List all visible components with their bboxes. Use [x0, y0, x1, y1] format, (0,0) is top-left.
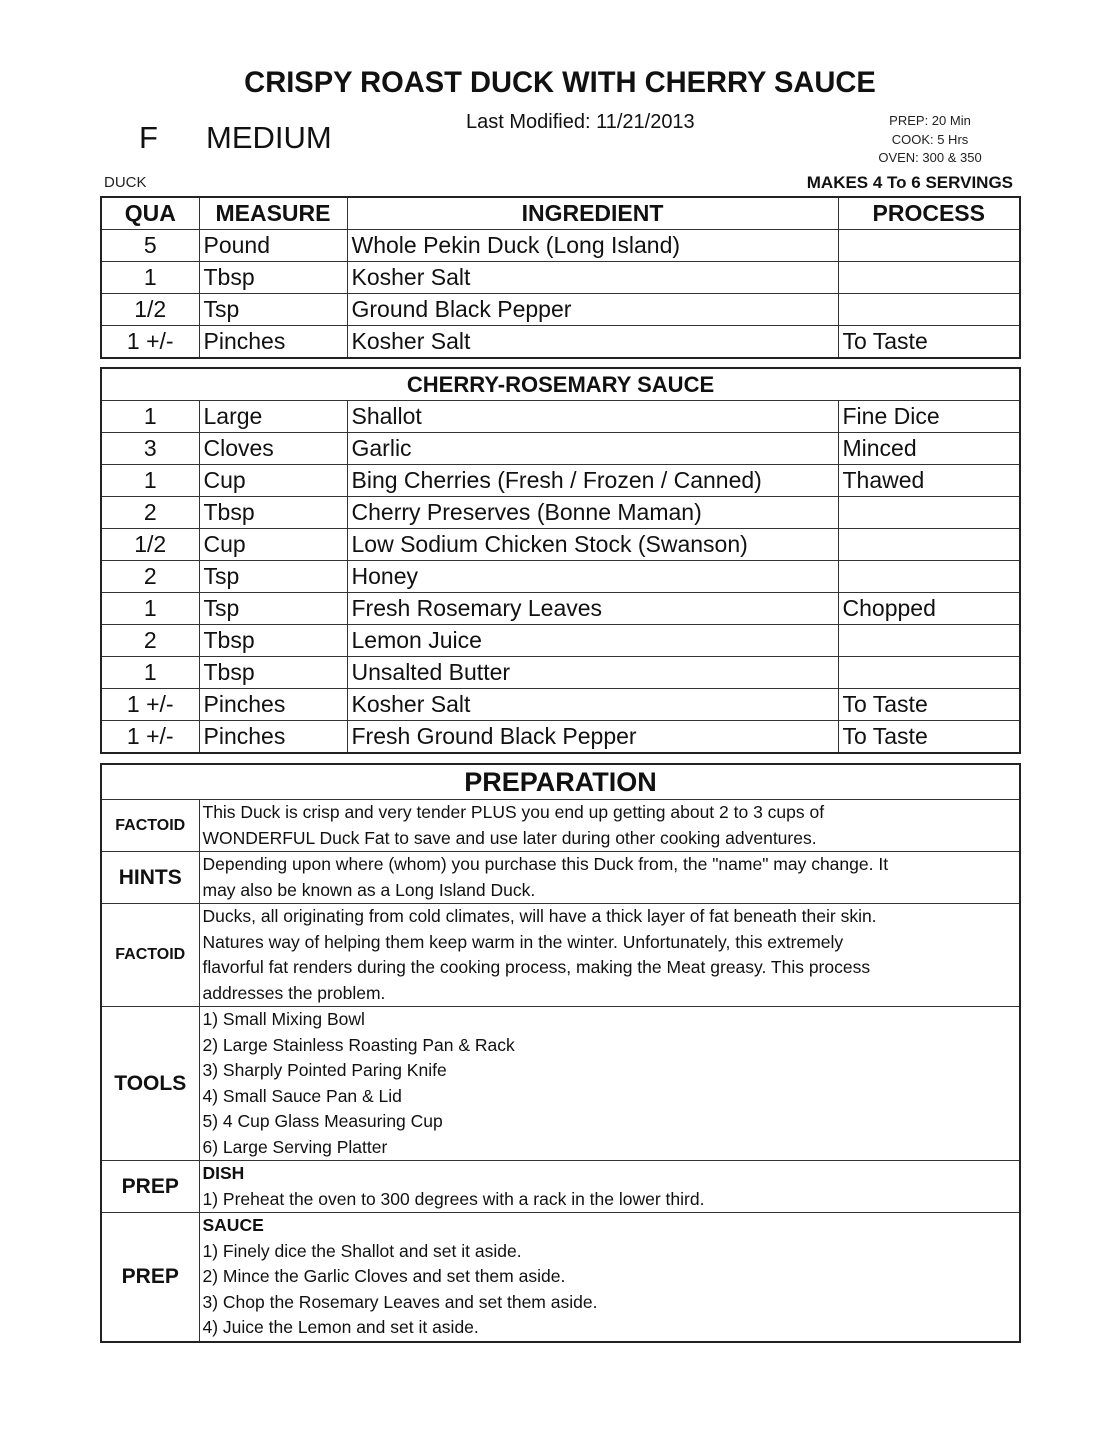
last-modified: Last Modified: 11/21/2013: [466, 111, 695, 133]
preparation-section: [101, 852, 1020, 904]
ingredient-row: [101, 294, 1020, 326]
ingredient-row: [101, 262, 1020, 294]
section-line: 3) Chop the Rosemary Leaves and set them aside.: [202, 1291, 598, 1312]
ingredient-process: Fine Dice: [838, 401, 1020, 433]
ingredient-measure: Tbsp: [199, 497, 347, 529]
section-line: 2) Large Stainless Roasting Pan & Rack: [202, 1034, 515, 1055]
section-line: This Duck is crisp and very tender PLUS you end up getting about 2 to 3 cups of: [202, 802, 825, 822]
preparation-header-row: [101, 764, 1020, 800]
ingredient-row: [101, 401, 1020, 433]
ingredient-quantity: 1 +/-: [101, 721, 199, 754]
ingredient-name: Cherry Preserves (Bonne Maman): [347, 497, 838, 529]
ingredient-measure: Pinches: [199, 721, 347, 754]
ingredient-process: Minced: [838, 433, 1020, 465]
ingredient-measure: Large: [199, 401, 347, 433]
recipe-category: DUCK: [104, 174, 147, 191]
ingredient-process: [838, 529, 1020, 561]
ingredient-process: To Taste: [838, 326, 1020, 359]
ingredient-name: Garlic: [347, 433, 838, 465]
section-label: TOOLS: [101, 1007, 199, 1161]
ingredient-measure: Cup: [199, 529, 347, 561]
ingredient-quantity: 1: [101, 657, 199, 689]
section-line: 4) Juice the Lemon and set it aside.: [202, 1317, 479, 1337]
ingredient-row: [101, 497, 1020, 529]
preparation-section: [101, 1213, 1020, 1342]
section-content: [199, 904, 1020, 1007]
section-line: 1) Finely dice the Shallot and set it aside.: [202, 1240, 522, 1261]
preparation-title: PREPARATION: [101, 764, 1020, 800]
ingredient-quantity: 1: [101, 593, 199, 625]
ingredient-row: [101, 625, 1020, 657]
preparation-section: [101, 1007, 1020, 1161]
ingredient-process: [838, 294, 1020, 326]
ingredient-quantity: 5: [101, 230, 199, 262]
ingredient-row: [101, 593, 1020, 625]
section-line: may also be known as a Long Island Duck.: [202, 879, 536, 900]
difficulty-level: MEDIUM: [206, 120, 332, 155]
ingredient-measure: Tbsp: [199, 657, 347, 689]
section-heading: DISH: [202, 1163, 245, 1183]
ingredient-name: Shallot: [347, 401, 838, 433]
section-content: [199, 1007, 1020, 1161]
section-line: Depending upon where (whom) you purchase this Duck from, the "name" may change. It: [202, 854, 889, 874]
ingredient-quantity: 1: [101, 401, 199, 433]
ingredient-name: Low Sodium Chicken Stock (Swanson): [347, 529, 838, 561]
column-header-ingredient: INGREDIENT: [347, 197, 838, 230]
column-header-qua: QUA: [101, 197, 199, 230]
section-line: WONDERFUL Duck Fat to save and use later during other cooking adventures.: [202, 827, 817, 848]
ingredient-name: Fresh Ground Black Pepper: [347, 721, 838, 754]
ingredient-name: Honey: [347, 561, 838, 593]
ingredient-process: Chopped: [838, 593, 1020, 625]
section-label: PREP: [101, 1213, 199, 1342]
ingredient-measure: Pinches: [199, 326, 347, 359]
section-content: [199, 852, 1020, 904]
section-line: 5) 4 Cup Glass Measuring Cup: [202, 1111, 443, 1131]
ingredient-quantity: 2: [101, 497, 199, 529]
ingredient-process: [838, 561, 1020, 593]
ingredient-measure: Tsp: [199, 561, 347, 593]
ingredient-name: Bing Cherries (Fresh / Frozen / Canned): [347, 465, 838, 497]
sauce-header-row: [101, 368, 1020, 401]
ingredient-quantity: 1: [101, 465, 199, 497]
ingredient-measure: Tsp: [199, 593, 347, 625]
sauce-title: CHERRY-ROSEMARY SAUCE: [101, 368, 1020, 401]
timing-info: [860, 112, 1000, 168]
section-line: 1) Preheat the oven to 300 degrees with a rack in the lower third.: [202, 1188, 705, 1209]
section-label: FACTOID: [101, 904, 199, 1007]
ingredient-row: [101, 433, 1020, 465]
section-line: Ducks, all originating from cold climates, will have a thick layer of fat beneath their skin.: [202, 906, 877, 926]
ingredient-row: [101, 465, 1020, 497]
ingredient-row: [101, 230, 1020, 262]
ingredient-measure: Pound: [199, 230, 347, 262]
recipe-mark: F: [139, 120, 158, 155]
ingredient-row: [101, 657, 1020, 689]
ingredient-process: [838, 230, 1020, 262]
section-heading: SAUCE: [202, 1215, 264, 1235]
cook-time: COOK: 5 Hrs: [891, 131, 969, 147]
section-line: 1) Small Mixing Bowl: [202, 1009, 365, 1029]
section-line: flavorful fat renders during the cooking process, making the Meat greasy. This process: [202, 957, 871, 977]
ingredient-quantity: 1 +/-: [101, 689, 199, 721]
section-line: Natures way of helping them keep warm in the winter. Unfortunately, this extremely: [202, 931, 844, 952]
ingredient-process: To Taste: [838, 721, 1020, 754]
section-line: 4) Small Sauce Pan & Lid: [202, 1085, 402, 1106]
section-line: 2) Mince the Garlic Cloves and set them aside.: [202, 1266, 566, 1286]
ingredient-process: [838, 262, 1020, 294]
ingredient-row: [101, 561, 1020, 593]
ingredient-quantity: 2: [101, 625, 199, 657]
ingredient-measure: Cup: [199, 465, 347, 497]
ingredients-header-row: [101, 197, 1020, 230]
ingredient-measure: Cloves: [199, 433, 347, 465]
prep-time: PREP: 20 Min: [889, 113, 971, 128]
section-label: FACTOID: [101, 800, 199, 852]
preparation-section: [101, 1161, 1020, 1213]
section-line: addresses the problem.: [202, 982, 386, 1003]
section-label: HINTS: [101, 852, 199, 904]
ingredient-measure: Pinches: [199, 689, 347, 721]
ingredient-name: Ground Black Pepper: [347, 294, 838, 326]
section-line: 3) Sharply Pointed Paring Knife: [202, 1060, 447, 1080]
ingredient-measure: Tbsp: [199, 262, 347, 294]
column-header-process: PROCESS: [838, 197, 1020, 230]
ingredient-name: Whole Pekin Duck (Long Island): [347, 230, 838, 262]
ingredient-measure: Tsp: [199, 294, 347, 326]
ingredient-measure: Tbsp: [199, 625, 347, 657]
preparation-section: [101, 904, 1020, 1007]
ingredient-row: [101, 689, 1020, 721]
servings: MAKES 4 To 6 SERVINGS: [806, 173, 1013, 192]
ingredient-name: Lemon Juice: [347, 625, 838, 657]
ingredient-row: [101, 326, 1020, 359]
ingredient-process: [838, 657, 1020, 689]
ingredient-process: To Taste: [838, 689, 1020, 721]
preparation-table: [100, 763, 1021, 1343]
ingredient-quantity: 1: [101, 262, 199, 294]
ingredient-quantity: 3: [101, 433, 199, 465]
section-line: 6) Large Serving Platter: [202, 1136, 388, 1157]
ingredient-row: [101, 529, 1020, 561]
preparation-section: [101, 800, 1020, 852]
ingredient-name: Fresh Rosemary Leaves: [347, 593, 838, 625]
ingredient-row: [101, 721, 1020, 754]
column-header-measure: MEASURE: [199, 197, 347, 230]
section-content: [199, 1161, 1020, 1213]
oven-temp: OVEN: 300 & 350: [878, 150, 982, 165]
sauce-table: [100, 367, 1021, 754]
section-label: PREP: [101, 1161, 199, 1213]
ingredient-quantity: 2: [101, 561, 199, 593]
ingredient-process: [838, 625, 1020, 657]
section-content: [199, 800, 1020, 852]
ingredient-name: Kosher Salt: [347, 689, 838, 721]
ingredients-table: [100, 196, 1021, 359]
ingredient-name: Kosher Salt: [347, 326, 838, 359]
ingredient-process: Thawed: [838, 465, 1020, 497]
ingredient-quantity: 1/2: [101, 529, 199, 561]
recipe-title: CRISPY ROAST DUCK WITH CHERRY SAUCE: [244, 66, 876, 99]
ingredient-quantity: 1/2: [101, 294, 199, 326]
ingredient-name: Kosher Salt: [347, 262, 838, 294]
ingredient-name: Unsalted Butter: [347, 657, 838, 689]
ingredient-process: [838, 497, 1020, 529]
section-content: [199, 1213, 1020, 1342]
ingredient-quantity: 1 +/-: [101, 326, 199, 359]
